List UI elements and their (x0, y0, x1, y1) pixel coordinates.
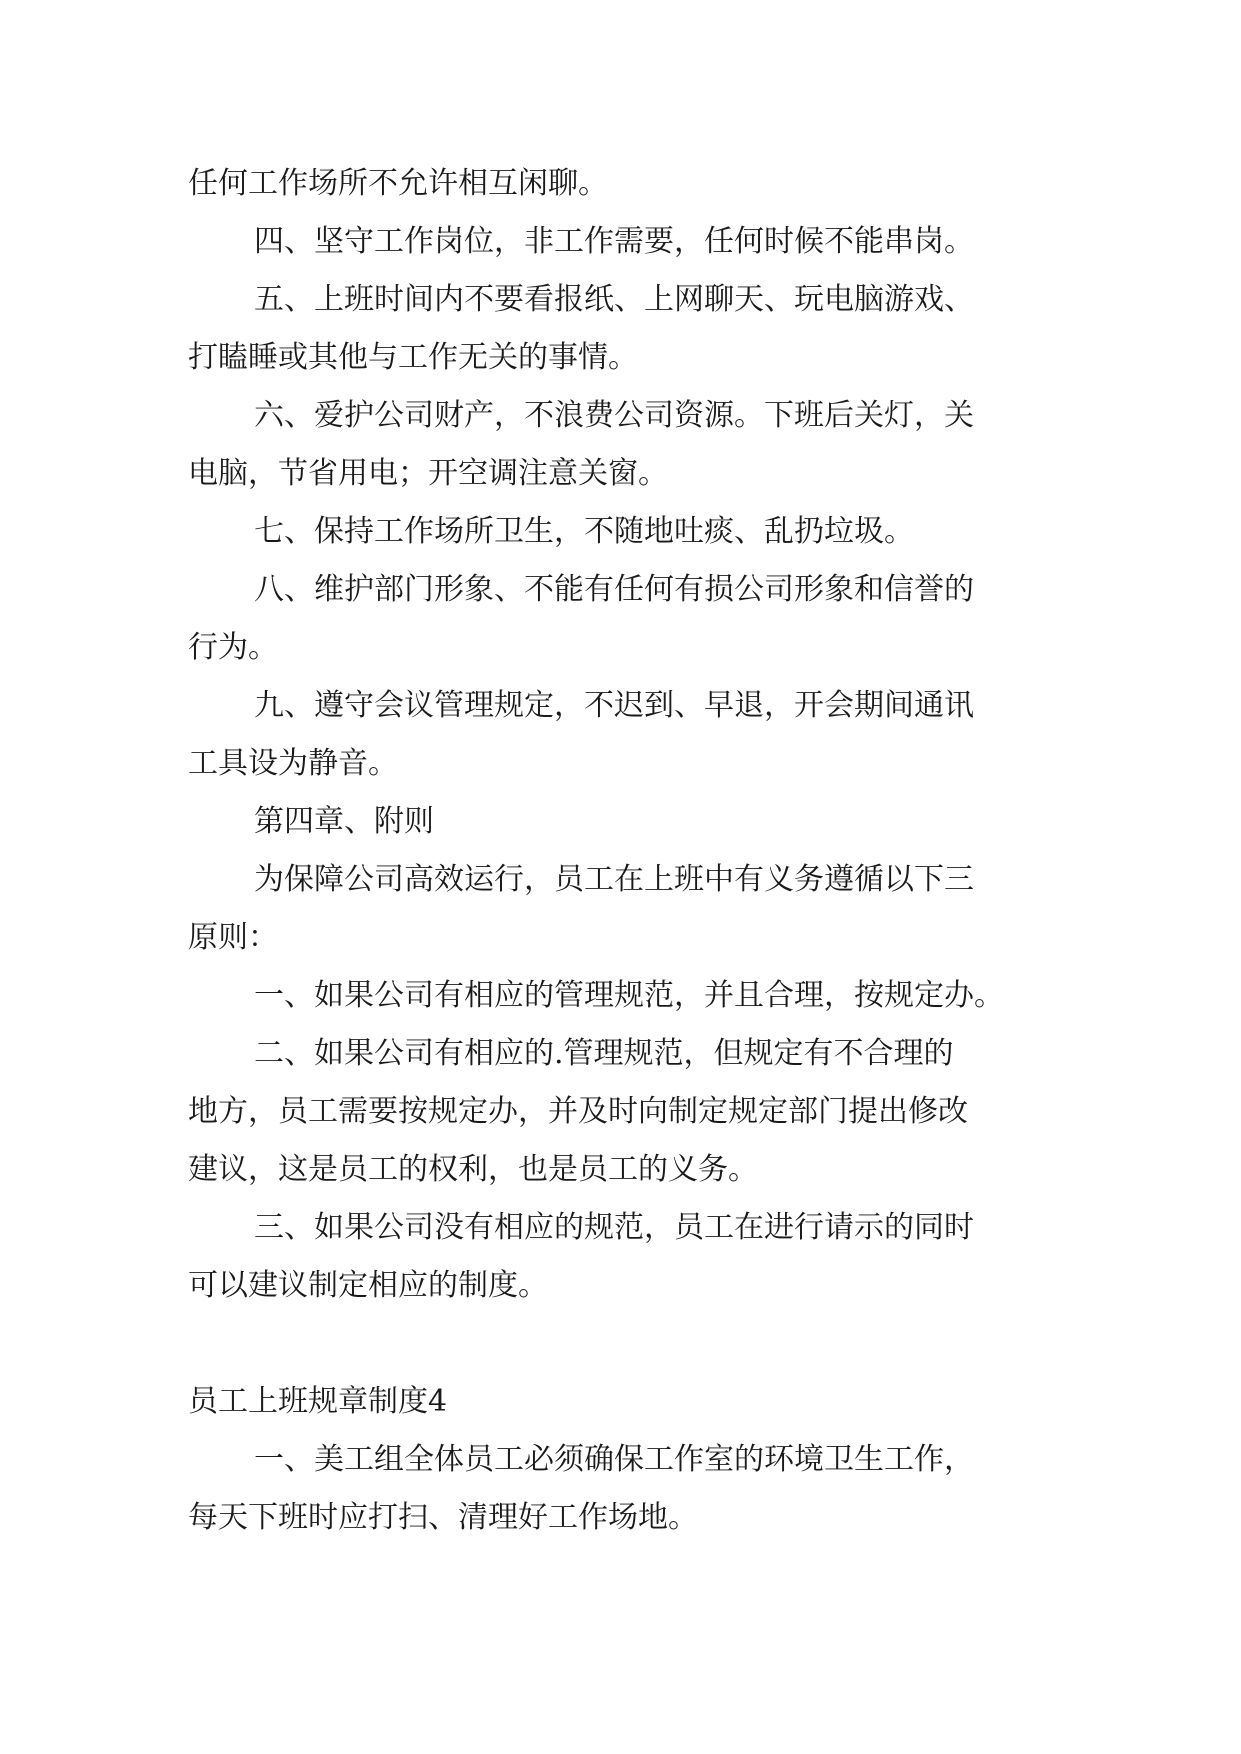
text-line: 建议，这是员工的权利，也是员工的义务。 (188, 1152, 758, 1187)
text-line: 六、爱护公司财产，不浪费公司资源。下班后关灯，关 (254, 398, 974, 433)
text-line: 任何工作场所不允许相互闲聊。 (188, 166, 608, 201)
text-line: 为保障公司高效运行，员工在上班中有义务遵循以下三 (254, 862, 974, 897)
text-line: 二、如果公司有相应的.管理规范，但规定有不合理的 (254, 1036, 954, 1071)
text-line: 行为。 (188, 630, 278, 665)
text-line: 打瞌睡或其他与工作无关的事情。 (188, 340, 638, 375)
text-line: 三、如果公司没有相应的规范，员工在进行请示的同时 (254, 1210, 974, 1245)
text-line: 电脑，节省用电；开空调注意关窗。 (188, 456, 668, 491)
text-line: 九、遵守会议管理规定，不迟到、早退，开会期间通讯 (254, 688, 974, 723)
text-line: 七、保持工作场所卫生，不随地吐痰、乱扔垃圾。 (254, 514, 914, 549)
chapter-heading: 第四章、附则 (254, 804, 434, 839)
text-line: 每天下班时应打扫、清理好工作场地。 (188, 1500, 698, 1535)
section-gap (188, 1315, 1078, 1373)
section-title: 员工上班规章制度4 (188, 1384, 448, 1419)
text-line: 四、坚守工作岗位，非工作需要，任何时候不能串岗。 (254, 224, 974, 259)
text-line: 地方，员工需要按规定办，并及时向制定规定部门提出修改 (188, 1094, 968, 1129)
document-body (188, 155, 1078, 1547)
text-line: 八、维护部门形象、不能有任何有损公司形象和信誉的 (254, 572, 974, 607)
text-line: 一、如果公司有相应的管理规范，并且合理，按规定办。 (254, 978, 1004, 1013)
text-line: 五、上班时间内不要看报纸、上网聊天、玩电脑游戏、 (254, 282, 974, 317)
text-line: 可以建议制定相应的制度。 (188, 1268, 548, 1303)
text-line: 一、美工组全体员工必须确保工作室的环境卫生工作， (254, 1442, 974, 1477)
text-line: 原则： (188, 920, 278, 955)
text-line: 工具设为静音。 (188, 746, 398, 781)
